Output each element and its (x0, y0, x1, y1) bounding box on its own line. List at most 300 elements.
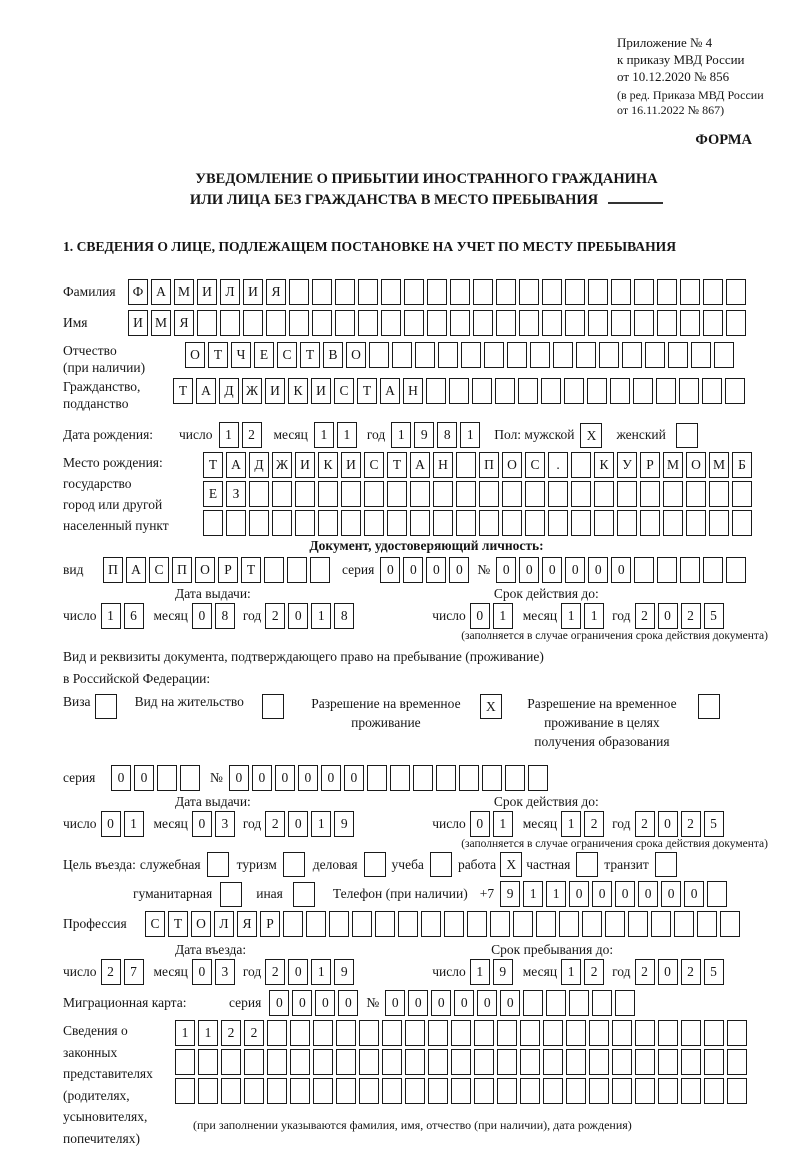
char-cell[interactable]: А (151, 279, 171, 305)
char-cell[interactable] (295, 510, 315, 536)
char-cell[interactable] (497, 1020, 517, 1046)
char-cell[interactable] (594, 510, 614, 536)
char-cell[interactable] (410, 481, 430, 507)
char-cell[interactable] (571, 481, 591, 507)
char-cell[interactable] (566, 1049, 586, 1075)
edu-residence-checkbox[interactable] (698, 694, 720, 719)
birth-place-cells-row1[interactable] (203, 452, 752, 478)
purpose-private-checkbox[interactable] (576, 852, 598, 877)
char-cell[interactable] (335, 310, 355, 336)
char-cell[interactable] (359, 1020, 379, 1046)
temp-residence-checkbox[interactable]: X (480, 694, 502, 719)
char-cell[interactable]: К (288, 378, 308, 404)
char-cell[interactable]: И (128, 310, 148, 336)
char-cell[interactable] (421, 911, 441, 937)
char-cell[interactable]: 9 (500, 881, 520, 907)
char-cell[interactable] (622, 342, 642, 368)
identity-expiry-month-cells[interactable] (561, 603, 604, 629)
char-cell[interactable] (461, 342, 481, 368)
char-cell[interactable] (264, 557, 284, 583)
char-cell[interactable]: 5 (704, 811, 724, 837)
char-cell[interactable]: 1 (493, 811, 513, 837)
char-cell[interactable]: 0 (192, 811, 212, 837)
char-cell[interactable]: Б (732, 452, 752, 478)
char-cell[interactable]: 0 (565, 557, 585, 583)
char-cell[interactable] (520, 1078, 540, 1104)
char-cell[interactable] (726, 557, 746, 583)
char-cell[interactable] (479, 481, 499, 507)
char-cell[interactable] (221, 1078, 241, 1104)
char-cell[interactable]: 0 (344, 765, 364, 791)
char-cell[interactable]: 1 (561, 811, 581, 837)
char-cell[interactable] (645, 342, 665, 368)
char-cell[interactable] (456, 481, 476, 507)
char-cell[interactable]: 8 (334, 603, 354, 629)
char-cell[interactable] (415, 342, 435, 368)
char-cell[interactable] (703, 310, 723, 336)
char-cell[interactable] (634, 557, 654, 583)
identity-expiry-day-cells[interactable] (470, 603, 513, 629)
char-cell[interactable]: 9 (493, 959, 513, 985)
char-cell[interactable]: 0 (101, 811, 121, 837)
char-cell[interactable]: 5 (704, 603, 724, 629)
char-cell[interactable]: Н (403, 378, 423, 404)
char-cell[interactable] (451, 1020, 471, 1046)
char-cell[interactable] (267, 1049, 287, 1075)
char-cell[interactable] (495, 378, 515, 404)
char-cell[interactable] (727, 1078, 747, 1104)
char-cell[interactable] (536, 911, 556, 937)
char-cell[interactable]: Я (266, 279, 286, 305)
char-cell[interactable]: 2 (584, 959, 604, 985)
char-cell[interactable] (272, 481, 292, 507)
char-cell[interactable] (657, 310, 677, 336)
char-cell[interactable] (634, 279, 654, 305)
stay-day-cells[interactable] (470, 959, 513, 985)
char-cell[interactable] (565, 279, 585, 305)
char-cell[interactable] (681, 1078, 701, 1104)
char-cell[interactable] (474, 1049, 494, 1075)
char-cell[interactable] (426, 378, 446, 404)
char-cell[interactable]: 2 (681, 811, 701, 837)
char-cell[interactable] (566, 1020, 586, 1046)
char-cell[interactable] (467, 911, 487, 937)
char-cell[interactable] (318, 481, 338, 507)
char-cell[interactable]: 0 (658, 959, 678, 985)
char-cell[interactable]: 9 (334, 811, 354, 837)
char-cell[interactable]: 0 (315, 990, 335, 1016)
char-cell[interactable] (615, 990, 635, 1016)
entry-month-cells[interactable] (192, 959, 235, 985)
char-cell[interactable] (482, 765, 502, 791)
char-cell[interactable] (725, 378, 745, 404)
char-cell[interactable]: 0 (269, 990, 289, 1016)
char-cell[interactable] (553, 342, 573, 368)
char-cell[interactable] (543, 1078, 563, 1104)
char-cell[interactable]: С (277, 342, 297, 368)
char-cell[interactable]: 2 (265, 959, 285, 985)
char-cell[interactable] (221, 1049, 241, 1075)
char-cell[interactable]: 0 (275, 765, 295, 791)
char-cell[interactable] (518, 378, 538, 404)
surname-cells[interactable] (128, 279, 746, 305)
char-cell[interactable] (657, 557, 677, 583)
char-cell[interactable]: 2 (635, 603, 655, 629)
char-cell[interactable]: 2 (265, 811, 285, 837)
char-cell[interactable] (680, 279, 700, 305)
char-cell[interactable]: М (709, 452, 729, 478)
char-cell[interactable] (628, 911, 648, 937)
char-cell[interactable] (726, 279, 746, 305)
char-cell[interactable] (569, 990, 589, 1016)
char-cell[interactable]: 0 (638, 881, 658, 907)
char-cell[interactable] (473, 310, 493, 336)
char-cell[interactable]: Е (254, 342, 274, 368)
char-cell[interactable]: 9 (334, 959, 354, 985)
char-cell[interactable]: У (617, 452, 637, 478)
doc-kind-cells[interactable] (103, 557, 330, 583)
char-cell[interactable] (681, 1049, 701, 1075)
char-cell[interactable] (543, 1049, 563, 1075)
char-cell[interactable] (369, 342, 389, 368)
char-cell[interactable]: 2 (221, 1020, 241, 1046)
char-cell[interactable] (381, 310, 401, 336)
char-cell[interactable] (564, 378, 584, 404)
char-cell[interactable] (267, 1078, 287, 1104)
char-cell[interactable]: 1 (337, 422, 357, 448)
char-cell[interactable] (358, 310, 378, 336)
char-cell[interactable]: О (346, 342, 366, 368)
char-cell[interactable]: 0 (569, 881, 589, 907)
permit-expiry-month-cells[interactable] (561, 811, 604, 837)
char-cell[interactable] (272, 510, 292, 536)
char-cell[interactable] (605, 911, 625, 937)
char-cell[interactable]: 1 (561, 603, 581, 629)
char-cell[interactable] (479, 510, 499, 536)
char-cell[interactable]: 6 (124, 603, 144, 629)
char-cell[interactable]: 1 (219, 422, 239, 448)
char-cell[interactable]: Д (219, 378, 239, 404)
char-cell[interactable]: 3 (215, 959, 235, 985)
char-cell[interactable] (612, 1020, 632, 1046)
char-cell[interactable] (704, 1078, 724, 1104)
char-cell[interactable] (703, 279, 723, 305)
char-cell[interactable] (520, 1020, 540, 1046)
char-cell[interactable] (709, 510, 729, 536)
char-cell[interactable] (451, 1049, 471, 1075)
char-cell[interactable]: И (341, 452, 361, 478)
char-cell[interactable] (405, 1078, 425, 1104)
char-cell[interactable] (594, 481, 614, 507)
char-cell[interactable]: 0 (661, 881, 681, 907)
char-cell[interactable]: Я (174, 310, 194, 336)
identity-issue-day-cells[interactable] (101, 603, 144, 629)
char-cell[interactable]: 0 (252, 765, 272, 791)
char-cell[interactable] (313, 1020, 333, 1046)
char-cell[interactable]: Т (387, 452, 407, 478)
char-cell[interactable] (459, 765, 479, 791)
char-cell[interactable]: 0 (611, 557, 631, 583)
char-cell[interactable] (312, 279, 332, 305)
char-cell[interactable]: 0 (192, 603, 212, 629)
char-cell[interactable] (289, 279, 309, 305)
migration-number-cells[interactable] (385, 990, 635, 1016)
permit-issue-day-cells[interactable] (101, 811, 144, 837)
char-cell[interactable] (444, 911, 464, 937)
stay-month-cells[interactable] (561, 959, 604, 985)
identity-issue-month-cells[interactable] (192, 603, 235, 629)
char-cell[interactable] (497, 1078, 517, 1104)
char-cell[interactable]: 0 (288, 959, 308, 985)
char-cell[interactable] (450, 279, 470, 305)
char-cell[interactable]: А (126, 557, 146, 583)
char-cell[interactable] (519, 310, 539, 336)
char-cell[interactable] (714, 342, 734, 368)
char-cell[interactable]: М (151, 310, 171, 336)
char-cell[interactable]: 5 (704, 959, 724, 985)
char-cell[interactable] (588, 310, 608, 336)
char-cell[interactable] (197, 310, 217, 336)
char-cell[interactable]: 0 (658, 811, 678, 837)
male-checkbox[interactable]: X (580, 423, 602, 448)
char-cell[interactable]: З (226, 481, 246, 507)
char-cell[interactable] (612, 1049, 632, 1075)
char-cell[interactable]: Я (237, 911, 257, 937)
char-cell[interactable] (541, 378, 561, 404)
char-cell[interactable] (310, 557, 330, 583)
char-cell[interactable]: 1 (198, 1020, 218, 1046)
char-cell[interactable]: 1 (493, 603, 513, 629)
char-cell[interactable] (295, 481, 315, 507)
char-cell[interactable] (523, 990, 543, 1016)
char-cell[interactable] (680, 310, 700, 336)
char-cell[interactable] (335, 279, 355, 305)
patronymic-cells[interactable] (185, 342, 734, 368)
char-cell[interactable]: 0 (542, 557, 562, 583)
char-cell[interactable]: А (380, 378, 400, 404)
char-cell[interactable] (680, 557, 700, 583)
char-cell[interactable]: 0 (684, 881, 704, 907)
char-cell[interactable]: О (191, 911, 211, 937)
char-cell[interactable] (329, 911, 349, 937)
char-cell[interactable] (410, 510, 430, 536)
representatives-cells-row3[interactable] (175, 1078, 747, 1104)
char-cell[interactable]: 0 (134, 765, 154, 791)
char-cell[interactable] (404, 279, 424, 305)
char-cell[interactable] (525, 481, 545, 507)
char-cell[interactable] (617, 510, 637, 536)
char-cell[interactable]: И (311, 378, 331, 404)
char-cell[interactable]: 1 (175, 1020, 195, 1046)
char-cell[interactable]: 1 (546, 881, 566, 907)
char-cell[interactable]: И (295, 452, 315, 478)
char-cell[interactable]: 0 (288, 811, 308, 837)
char-cell[interactable] (358, 279, 378, 305)
char-cell[interactable] (548, 510, 568, 536)
char-cell[interactable]: В (323, 342, 343, 368)
char-cell[interactable]: 0 (408, 990, 428, 1016)
char-cell[interactable]: 2 (635, 959, 655, 985)
char-cell[interactable]: 2 (681, 959, 701, 985)
char-cell[interactable]: Т (173, 378, 193, 404)
char-cell[interactable] (525, 510, 545, 536)
char-cell[interactable]: С (334, 378, 354, 404)
char-cell[interactable] (413, 765, 433, 791)
char-cell[interactable] (364, 510, 384, 536)
char-cell[interactable] (663, 481, 683, 507)
char-cell[interactable]: 0 (519, 557, 539, 583)
char-cell[interactable] (612, 1078, 632, 1104)
char-cell[interactable] (502, 510, 522, 536)
char-cell[interactable] (704, 1049, 724, 1075)
char-cell[interactable] (727, 1049, 747, 1075)
char-cell[interactable]: С (149, 557, 169, 583)
char-cell[interactable] (336, 1078, 356, 1104)
char-cell[interactable] (542, 310, 562, 336)
char-cell[interactable]: 1 (584, 603, 604, 629)
char-cell[interactable]: 3 (215, 811, 235, 837)
char-cell[interactable] (686, 481, 706, 507)
char-cell[interactable]: 0 (658, 603, 678, 629)
char-cell[interactable]: Р (218, 557, 238, 583)
char-cell[interactable] (427, 279, 447, 305)
char-cell[interactable] (640, 481, 660, 507)
char-cell[interactable]: Ж (242, 378, 262, 404)
char-cell[interactable]: Н (433, 452, 453, 478)
char-cell[interactable] (249, 510, 269, 536)
char-cell[interactable] (220, 310, 240, 336)
char-cell[interactable] (571, 452, 591, 478)
char-cell[interactable] (651, 911, 671, 937)
permit-expiry-day-cells[interactable] (470, 811, 513, 837)
char-cell[interactable] (472, 378, 492, 404)
char-cell[interactable]: Т (357, 378, 377, 404)
permit-number-cells[interactable] (229, 765, 548, 791)
char-cell[interactable] (663, 510, 683, 536)
char-cell[interactable]: 0 (431, 990, 451, 1016)
char-cell[interactable]: 8 (215, 603, 235, 629)
char-cell[interactable]: Ж (272, 452, 292, 478)
char-cell[interactable]: 1 (101, 603, 121, 629)
identity-expiry-year-cells[interactable] (635, 603, 724, 629)
char-cell[interactable]: Т (168, 911, 188, 937)
char-cell[interactable] (507, 342, 527, 368)
char-cell[interactable] (390, 765, 410, 791)
char-cell[interactable]: 0 (229, 765, 249, 791)
char-cell[interactable] (732, 481, 752, 507)
char-cell[interactable]: 0 (298, 765, 318, 791)
char-cell[interactable] (387, 510, 407, 536)
char-cell[interactable]: Ч (231, 342, 251, 368)
char-cell[interactable] (283, 911, 303, 937)
char-cell[interactable]: 0 (592, 881, 612, 907)
char-cell[interactable] (697, 911, 717, 937)
char-cell[interactable]: 0 (288, 603, 308, 629)
char-cell[interactable] (611, 310, 631, 336)
char-cell[interactable]: 2 (244, 1020, 264, 1046)
char-cell[interactable]: 2 (265, 603, 285, 629)
char-cell[interactable]: 1 (523, 881, 543, 907)
char-cell[interactable]: 8 (437, 422, 457, 448)
char-cell[interactable] (405, 1020, 425, 1046)
char-cell[interactable] (438, 342, 458, 368)
visa-checkbox[interactable] (95, 694, 117, 719)
char-cell[interactable] (658, 1078, 678, 1104)
identity-issue-year-cells[interactable] (265, 603, 354, 629)
char-cell[interactable] (375, 911, 395, 937)
char-cell[interactable]: 0 (292, 990, 312, 1016)
char-cell[interactable]: 2 (101, 959, 121, 985)
char-cell[interactable] (180, 765, 200, 791)
char-cell[interactable]: Р (260, 911, 280, 937)
char-cell[interactable]: М (663, 452, 683, 478)
char-cell[interactable] (633, 378, 653, 404)
char-cell[interactable] (732, 510, 752, 536)
char-cell[interactable] (502, 481, 522, 507)
char-cell[interactable] (398, 911, 418, 937)
entry-year-cells[interactable] (265, 959, 354, 985)
char-cell[interactable] (587, 378, 607, 404)
char-cell[interactable] (530, 342, 550, 368)
char-cell[interactable]: О (195, 557, 215, 583)
char-cell[interactable] (175, 1078, 195, 1104)
char-cell[interactable]: 1 (391, 422, 411, 448)
char-cell[interactable]: С (364, 452, 384, 478)
char-cell[interactable] (543, 1020, 563, 1046)
char-cell[interactable]: О (502, 452, 522, 478)
char-cell[interactable] (681, 1020, 701, 1046)
purpose-business-checkbox[interactable] (364, 852, 386, 877)
char-cell[interactable] (726, 310, 746, 336)
char-cell[interactable] (496, 310, 516, 336)
char-cell[interactable]: Т (241, 557, 261, 583)
permit-issue-month-cells[interactable] (192, 811, 235, 837)
char-cell[interactable]: . (548, 452, 568, 478)
char-cell[interactable]: Т (203, 452, 223, 478)
char-cell[interactable] (267, 1020, 287, 1046)
doc-series-cells[interactable] (380, 557, 469, 583)
char-cell[interactable] (709, 481, 729, 507)
char-cell[interactable] (341, 481, 361, 507)
residence-permit-checkbox[interactable] (262, 694, 284, 719)
char-cell[interactable] (559, 911, 579, 937)
char-cell[interactable] (657, 279, 677, 305)
char-cell[interactable]: 2 (635, 811, 655, 837)
char-cell[interactable]: И (265, 378, 285, 404)
char-cell[interactable] (546, 990, 566, 1016)
char-cell[interactable] (359, 1078, 379, 1104)
profession-cells[interactable] (145, 911, 740, 937)
female-checkbox[interactable] (676, 423, 698, 448)
char-cell[interactable] (702, 378, 722, 404)
char-cell[interactable]: 0 (192, 959, 212, 985)
birth-month-cells[interactable] (314, 422, 357, 448)
char-cell[interactable] (635, 1078, 655, 1104)
char-cell[interactable] (287, 557, 307, 583)
char-cell[interactable] (427, 310, 447, 336)
purpose-transit-checkbox[interactable] (655, 852, 677, 877)
char-cell[interactable] (674, 911, 694, 937)
char-cell[interactable] (318, 510, 338, 536)
char-cell[interactable]: 0 (500, 990, 520, 1016)
birth-year-cells[interactable] (391, 422, 480, 448)
char-cell[interactable]: 0 (496, 557, 516, 583)
char-cell[interactable] (658, 1020, 678, 1046)
char-cell[interactable] (576, 342, 596, 368)
char-cell[interactable]: 0 (470, 603, 490, 629)
char-cell[interactable] (450, 310, 470, 336)
char-cell[interactable]: О (185, 342, 205, 368)
